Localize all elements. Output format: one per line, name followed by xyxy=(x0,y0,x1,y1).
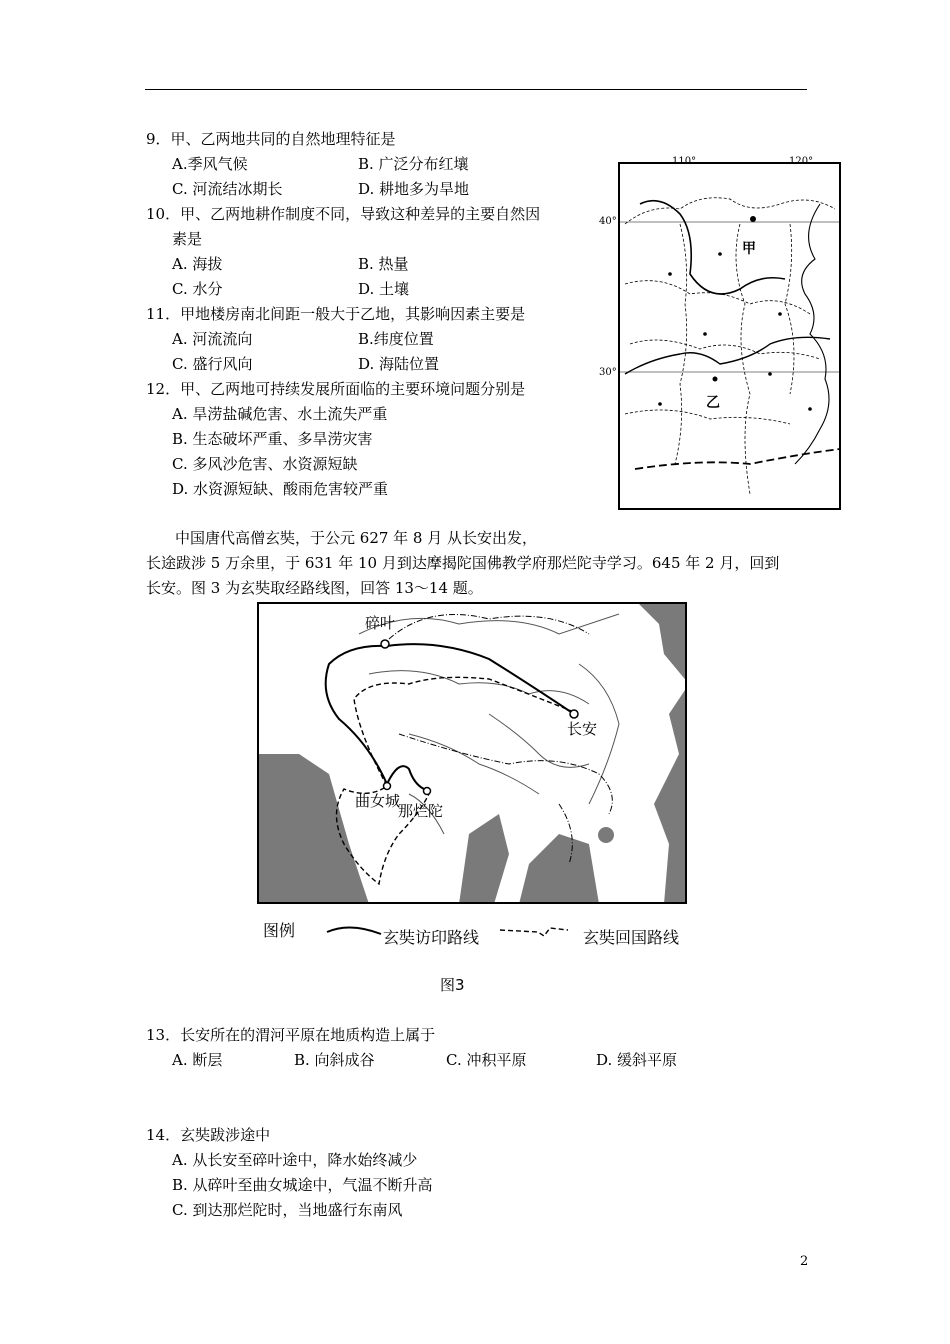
q12-stem: 12．甲、乙两地可持续发展所面临的主要环境问题分别是 xyxy=(146,380,526,398)
figure-caption: 图3 xyxy=(440,976,465,994)
label-qunv: 曲女城 xyxy=(355,792,401,810)
changan-marker xyxy=(570,710,578,718)
map1-lat-40: 40° xyxy=(599,216,617,227)
map1-lon-110: 110° xyxy=(672,156,697,167)
label-suiye: 碎叶 xyxy=(365,614,396,632)
q12-option-c: C. 多风沙危害、水资源短缺 xyxy=(172,455,358,473)
map1-label-jia: 甲 xyxy=(742,241,756,257)
map1-lon-120: 120° xyxy=(789,156,814,167)
map1-lat-30: 30° xyxy=(599,367,617,378)
legend-outbound-label: 玄奘访印路线 xyxy=(383,928,480,947)
q13-stem: 13．长安所在的渭河平原在地质构造上属于 xyxy=(146,1026,436,1044)
q10-stem: 10．甲、乙两地耕作制度不同，导致这种差异的主要自然因 xyxy=(146,205,541,223)
return-route-line xyxy=(337,677,575,884)
header-rule xyxy=(145,89,807,90)
q11-option-c: C. 盛行风向 xyxy=(172,355,253,373)
q14-option-a: A. 从长安至碎叶途中，降水始终减少 xyxy=(172,1151,418,1169)
page-number: 2 xyxy=(800,1254,809,1269)
q14-option-c: C. 到达那烂陀时，当地盛行东南风 xyxy=(172,1201,403,1219)
q9-option-d: D. 耕地多为旱地 xyxy=(358,180,470,198)
passage-line-1: 中国唐代高僧玄奘，于公元 627 年 8 月 从长安出发， xyxy=(175,529,538,547)
china-east-map-drawing xyxy=(620,164,841,510)
label-changan: 长安 xyxy=(567,720,598,738)
xuanzang-route-drawing xyxy=(259,604,687,904)
q11-option-d: D. 海陆位置 xyxy=(358,355,440,373)
q10-option-d: D. 土壤 xyxy=(358,280,410,298)
q12-option-d: D. 水资源短缺、酸雨危害较严重 xyxy=(172,480,389,498)
nalantuo-marker xyxy=(424,788,431,795)
label-nalantuo: 那烂陀 xyxy=(398,802,444,820)
q11-stem: 11．甲地楼房南北间距一般大于乙地，其影响因素主要是 xyxy=(146,305,526,323)
q14-stem: 14．玄奘跋涉途中 xyxy=(146,1126,271,1144)
q14-option-b: B. 从碎叶至曲女城途中，气温不断升高 xyxy=(172,1176,433,1194)
legend-dashed-line-icon xyxy=(498,922,570,938)
q12-option-b: B. 生态破坏严重、多旱涝灾害 xyxy=(172,430,373,448)
map1-label-yi: 乙 xyxy=(706,395,720,411)
passage-line-3: 长安。图 3 为玄奘取经路线图，回答 13～14 题。 xyxy=(146,579,483,597)
q10-option-c: C. 水分 xyxy=(172,280,223,298)
xuanzang-route-map xyxy=(257,602,687,904)
q12-option-a: A. 旱涝盐碱危害、水土流失严重 xyxy=(172,405,388,423)
legend-title: 图例 xyxy=(263,921,296,940)
q13-option-d: D. 缓斜平原 xyxy=(596,1051,678,1069)
legend-solid-line-icon xyxy=(325,922,385,938)
q13-option-b: B. 向斜成谷 xyxy=(294,1051,375,1069)
q10-option-a: A. 海拔 xyxy=(172,255,223,273)
passage-line-2: 长途跋涉 5 万余里，于 631 年 10 月到达摩揭陀国佛教学府那烂陀寺学习。645 年 2 月，回到 xyxy=(146,554,780,572)
suiye-marker xyxy=(381,640,389,648)
legend-return-label: 玄奘回国路线 xyxy=(583,928,680,947)
q9-stem: 9．甲、乙两地共同的自然地理特征是 xyxy=(146,130,396,148)
q11-option-a: A. 河流流向 xyxy=(172,330,253,348)
outbound-route-line xyxy=(326,644,574,789)
qunv-marker xyxy=(384,783,391,790)
q10-stem-cont: 素是 xyxy=(172,230,203,248)
q9-option-b: B. 广泛分布红壤 xyxy=(358,155,469,173)
q10-option-b: B. 热量 xyxy=(358,255,409,273)
q9-option-c: C. 河流结冰期长 xyxy=(172,180,283,198)
q11-option-b: B.纬度位置 xyxy=(358,330,434,348)
q13-option-c: C. 冲积平原 xyxy=(446,1051,527,1069)
q9-option-a: A.季风气候 xyxy=(172,155,248,173)
china-east-map xyxy=(618,162,841,510)
q13-option-a: A. 断层 xyxy=(172,1051,223,1069)
